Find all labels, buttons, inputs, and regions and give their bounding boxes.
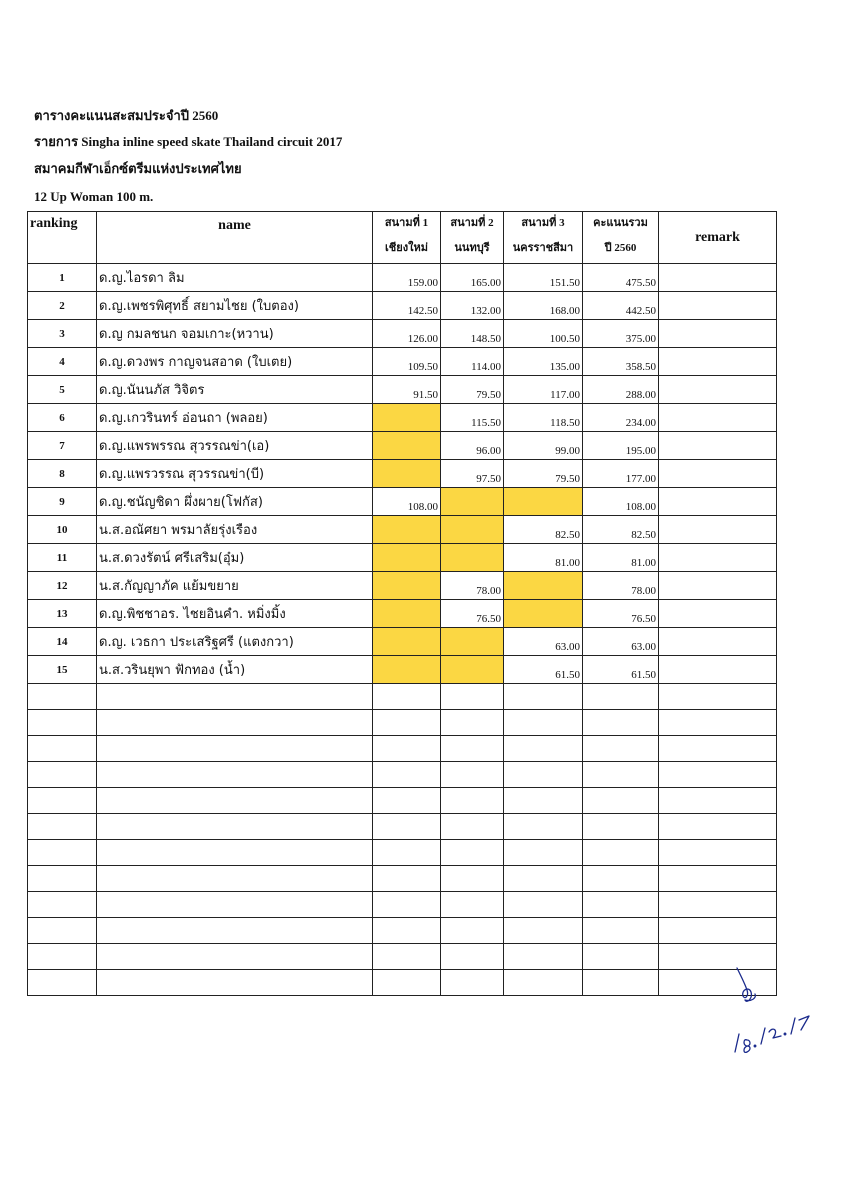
table-row: [28, 572, 777, 600]
venue3-cell: 61.50: [504, 656, 583, 684]
remark-cell: [659, 656, 777, 684]
rank-cell: 6: [28, 404, 97, 432]
association-line: สมาคมกีฬาเอ็กซ์ตรีมแห่งประเทศไทย: [34, 161, 242, 176]
name-header: name: [97, 212, 373, 264]
empty-cell: [583, 970, 659, 996]
empty-cell: [373, 840, 441, 866]
table-row: [28, 628, 777, 656]
remark-cell: [659, 264, 777, 292]
total-cell: 442.50: [583, 292, 659, 320]
name-cell: ด.ญ.ชนัญชิดา ผึ่งผาย(โฟกัส): [97, 488, 373, 516]
signature: [725, 960, 825, 1070]
empty-cell: [28, 814, 97, 840]
empty-cell: [659, 788, 777, 814]
empty-cell: [373, 736, 441, 762]
name-cell: ด.ญ.แพรวรรณ สุวรรณข่า(บี): [97, 460, 373, 488]
table-row: [28, 600, 777, 628]
empty-cell: [28, 970, 97, 996]
table-row: [28, 516, 777, 544]
venue1-cell: 126.00: [373, 320, 441, 348]
rank-cell: 13: [28, 600, 97, 628]
empty-cell: [504, 814, 583, 840]
table-row: [28, 432, 777, 460]
empty-row: [28, 736, 777, 762]
venue2-cell: [441, 488, 504, 516]
empty-cell: [504, 944, 583, 970]
venue1-cell: [373, 544, 441, 572]
remark-cell: [659, 432, 777, 460]
venue3-cell: 79.50: [504, 460, 583, 488]
empty-cell: [504, 918, 583, 944]
empty-cell: [373, 944, 441, 970]
empty-row: [28, 710, 777, 736]
empty-cell: [583, 736, 659, 762]
total-cell: 63.00: [583, 628, 659, 656]
empty-cell: [583, 944, 659, 970]
table-row: [28, 460, 777, 488]
table-header-row: [28, 212, 777, 264]
table-row: [28, 404, 777, 432]
name-cell: ด.ญ. เวธกา ประเสริฐศรี (แตงกวา): [97, 628, 373, 656]
empty-cell: [97, 944, 373, 970]
empty-cell: [504, 970, 583, 996]
table-row: [28, 292, 777, 320]
empty-row: [28, 840, 777, 866]
empty-cell: [659, 710, 777, 736]
remark-cell: [659, 460, 777, 488]
empty-cell: [583, 918, 659, 944]
empty-cell: [583, 684, 659, 710]
empty-cell: [504, 866, 583, 892]
empty-cell: [373, 814, 441, 840]
empty-cell: [583, 814, 659, 840]
total-cell: 82.50: [583, 516, 659, 544]
empty-cell: [373, 866, 441, 892]
empty-row: [28, 814, 777, 840]
empty-cell: [97, 840, 373, 866]
empty-cell: [504, 684, 583, 710]
empty-cell: [583, 840, 659, 866]
total-cell: 288.00: [583, 376, 659, 404]
table-row: [28, 656, 777, 684]
remark-cell: [659, 572, 777, 600]
category-line: 12 Up Woman 100 m.: [34, 189, 154, 204]
venue1-cell: 159.00: [373, 264, 441, 292]
total-cell: 375.00: [583, 320, 659, 348]
empty-cell: [28, 684, 97, 710]
venue2-cell: 76.50: [441, 600, 504, 628]
empty-row: [28, 762, 777, 788]
venue3-cell: 99.00: [504, 432, 583, 460]
rank-cell: 9: [28, 488, 97, 516]
empty-cell: [504, 736, 583, 762]
score-table: [27, 211, 777, 996]
empty-cell: [97, 736, 373, 762]
rank-cell: 10: [28, 516, 97, 544]
empty-row: [28, 866, 777, 892]
name-cell: ด.ญ.นันนภัส วิจิตร: [97, 376, 373, 404]
venue1-cell: 108.00: [373, 488, 441, 516]
remark-cell: [659, 404, 777, 432]
rank-cell: 2: [28, 292, 97, 320]
rank-cell: 8: [28, 460, 97, 488]
empty-cell: [373, 710, 441, 736]
name-cell: ด.ญ.พิชชาอร. ไชยอินคำ. หมิ่งมิ้ง: [97, 600, 373, 628]
empty-cell: [441, 840, 504, 866]
empty-cell: [583, 866, 659, 892]
empty-cell: [504, 892, 583, 918]
name-cell: ด.ญ.เพชรพิศุทธิ์ สยามไชย (ใบตอง): [97, 292, 373, 320]
venue2-cell: 97.50: [441, 460, 504, 488]
venue2-cell: 78.00: [441, 572, 504, 600]
name-cell: ด.ญ.ไอรดา ลิม: [97, 264, 373, 292]
empty-cell: [28, 736, 97, 762]
venue1-header-line1: สนามที่ 1: [384, 217, 429, 229]
rank-cell: 14: [28, 628, 97, 656]
name-cell: น.ส.อณัศยา พรมาลัยรุ่งเรือง: [97, 516, 373, 544]
rank-cell: 5: [28, 376, 97, 404]
venue1-cell: [373, 460, 441, 488]
empty-row: [28, 918, 777, 944]
table-row: [28, 348, 777, 376]
empty-cell: [28, 944, 97, 970]
empty-cell: [504, 840, 583, 866]
rank-cell: 3: [28, 320, 97, 348]
rank-cell: 15: [28, 656, 97, 684]
venue3-cell: 135.00: [504, 348, 583, 376]
total-cell: 234.00: [583, 404, 659, 432]
venue2-cell: 79.50: [441, 376, 504, 404]
venue1-cell: [373, 600, 441, 628]
empty-cell: [583, 710, 659, 736]
venue3-cell: [504, 488, 583, 516]
remark-cell: [659, 600, 777, 628]
name-cell: ด.ญ.เกวรินทร์ อ่อนถา (พลอย): [97, 404, 373, 432]
venue3-cell: 151.50: [504, 264, 583, 292]
venue2-header-line1: สนามที่ 2: [450, 217, 494, 229]
name-cell: ด.ญ กมลชนก จอมเกาะ(หวาน): [97, 320, 373, 348]
venue2-cell: 148.50: [441, 320, 504, 348]
empty-cell: [28, 866, 97, 892]
venue1-cell: [373, 628, 441, 656]
total-cell: 61.50: [583, 656, 659, 684]
name-cell: น.ส.ดวงรัตน์ ศรีเสริม(อุ๋ม): [97, 544, 373, 572]
empty-cell: [97, 970, 373, 996]
empty-cell: [659, 684, 777, 710]
total-cell: 78.00: [583, 572, 659, 600]
venue3-header-line1: สนามที่ 3: [521, 217, 565, 229]
empty-cell: [28, 892, 97, 918]
empty-cell: [441, 814, 504, 840]
rank-cell: 11: [28, 544, 97, 572]
empty-cell: [97, 866, 373, 892]
event-line: รายการ Singha inline speed skate Thailand circuit 2017: [34, 134, 343, 149]
name-cell: ด.ญ.ดวงพร กาญจนสอาด (ใบเตย): [97, 348, 373, 376]
empty-cell: [441, 892, 504, 918]
empty-cell: [441, 866, 504, 892]
total-cell: 76.50: [583, 600, 659, 628]
venue3-cell: [504, 600, 583, 628]
remark-cell: [659, 376, 777, 404]
empty-cell: [97, 788, 373, 814]
empty-cell: [504, 788, 583, 814]
table-row: [28, 264, 777, 292]
venue1-cell: [373, 572, 441, 600]
venue2-cell: [441, 628, 504, 656]
empty-cell: [97, 762, 373, 788]
remark-cell: [659, 348, 777, 376]
venue3-cell: 118.50: [504, 404, 583, 432]
empty-cell: [441, 736, 504, 762]
empty-cell: [659, 866, 777, 892]
empty-cell: [441, 788, 504, 814]
empty-cell: [97, 814, 373, 840]
venue2-cell: 115.50: [441, 404, 504, 432]
total-cell: 81.00: [583, 544, 659, 572]
venue1-cell: 109.50: [373, 348, 441, 376]
venue2-cell: 132.00: [441, 292, 504, 320]
name-cell: ด.ญ.แพรพรรณ สุวรรณข่า(เอ): [97, 432, 373, 460]
venue3-header-line2: นครราชสีมา: [512, 242, 574, 254]
venue2-cell: [441, 656, 504, 684]
total-cell: 358.50: [583, 348, 659, 376]
empty-cell: [504, 710, 583, 736]
empty-cell: [583, 892, 659, 918]
empty-cell: [97, 684, 373, 710]
title-line: ตารางคะแนนสะสมประจำปี 2560: [34, 108, 219, 123]
venue1-cell: [373, 516, 441, 544]
empty-cell: [28, 840, 97, 866]
total-cell: 177.00: [583, 460, 659, 488]
empty-cell: [373, 918, 441, 944]
rank-cell: 4: [28, 348, 97, 376]
rank-cell: 12: [28, 572, 97, 600]
empty-row: [28, 788, 777, 814]
empty-cell: [373, 970, 441, 996]
empty-cell: [659, 814, 777, 840]
empty-cell: [441, 710, 504, 736]
empty-row: [28, 944, 777, 970]
empty-cell: [28, 918, 97, 944]
name-cell: น.ส.กัญญาภัค แย้มขยาย: [97, 572, 373, 600]
name-cell: น.ส.วรินยุพา ฟักทอง (น้ำ): [97, 656, 373, 684]
venue1-header: [373, 212, 441, 264]
venue3-header: [504, 212, 583, 264]
venue1-cell: 142.50: [373, 292, 441, 320]
empty-cell: [441, 970, 504, 996]
remark-cell: [659, 488, 777, 516]
remark-cell: [659, 544, 777, 572]
empty-row: [28, 892, 777, 918]
total-cell: 108.00: [583, 488, 659, 516]
remark-cell: [659, 320, 777, 348]
remark-cell: [659, 516, 777, 544]
empty-cell: [583, 788, 659, 814]
table-body: [28, 264, 777, 996]
venue1-cell: 91.50: [373, 376, 441, 404]
venue2-cell: [441, 516, 504, 544]
venue3-cell: 82.50: [504, 516, 583, 544]
venue1-cell: [373, 656, 441, 684]
empty-cell: [373, 762, 441, 788]
empty-cell: [373, 788, 441, 814]
empty-cell: [28, 788, 97, 814]
venue2-cell: 165.00: [441, 264, 504, 292]
venue3-cell: 63.00: [504, 628, 583, 656]
venue2-cell: 96.00: [441, 432, 504, 460]
table-row: [28, 376, 777, 404]
empty-row: [28, 684, 777, 710]
venue1-header-line2: เชียงใหม่: [385, 242, 428, 254]
empty-cell: [28, 710, 97, 736]
rank-cell: 7: [28, 432, 97, 460]
empty-cell: [28, 762, 97, 788]
venue3-cell: 168.00: [504, 292, 583, 320]
empty-cell: [373, 892, 441, 918]
table-row: [28, 544, 777, 572]
empty-cell: [441, 762, 504, 788]
ranking-header: ranking: [28, 212, 97, 264]
table-row: [28, 488, 777, 516]
total-header-line2: ปี 2560: [604, 242, 637, 254]
empty-cell: [659, 762, 777, 788]
empty-cell: [583, 762, 659, 788]
table-row: [28, 320, 777, 348]
remark-cell: [659, 292, 777, 320]
venue3-cell: 117.00: [504, 376, 583, 404]
venue2-cell: 114.00: [441, 348, 504, 376]
venue2-header-line2: นนทบุรี: [454, 242, 490, 254]
venue1-cell: [373, 404, 441, 432]
rank-cell: 1: [28, 264, 97, 292]
venue3-cell: [504, 572, 583, 600]
venue3-cell: 81.00: [504, 544, 583, 572]
remark-header: remark: [659, 212, 777, 264]
empty-cell: [441, 684, 504, 710]
empty-cell: [441, 918, 504, 944]
empty-cell: [504, 762, 583, 788]
empty-cell: [441, 944, 504, 970]
venue3-cell: 100.50: [504, 320, 583, 348]
remark-cell: [659, 628, 777, 656]
total-header-line1: คะแนนรวม: [593, 217, 648, 229]
empty-cell: [97, 918, 373, 944]
venue1-cell: [373, 432, 441, 460]
empty-cell: [97, 892, 373, 918]
empty-cell: [659, 736, 777, 762]
total-cell: 475.50: [583, 264, 659, 292]
empty-cell: [659, 918, 777, 944]
empty-cell: [659, 892, 777, 918]
empty-row: [28, 970, 777, 996]
empty-cell: [97, 710, 373, 736]
total-cell: 195.00: [583, 432, 659, 460]
total-header: [583, 212, 659, 264]
venue2-cell: [441, 544, 504, 572]
venue2-header: [441, 212, 504, 264]
empty-cell: [659, 840, 777, 866]
empty-cell: [373, 684, 441, 710]
